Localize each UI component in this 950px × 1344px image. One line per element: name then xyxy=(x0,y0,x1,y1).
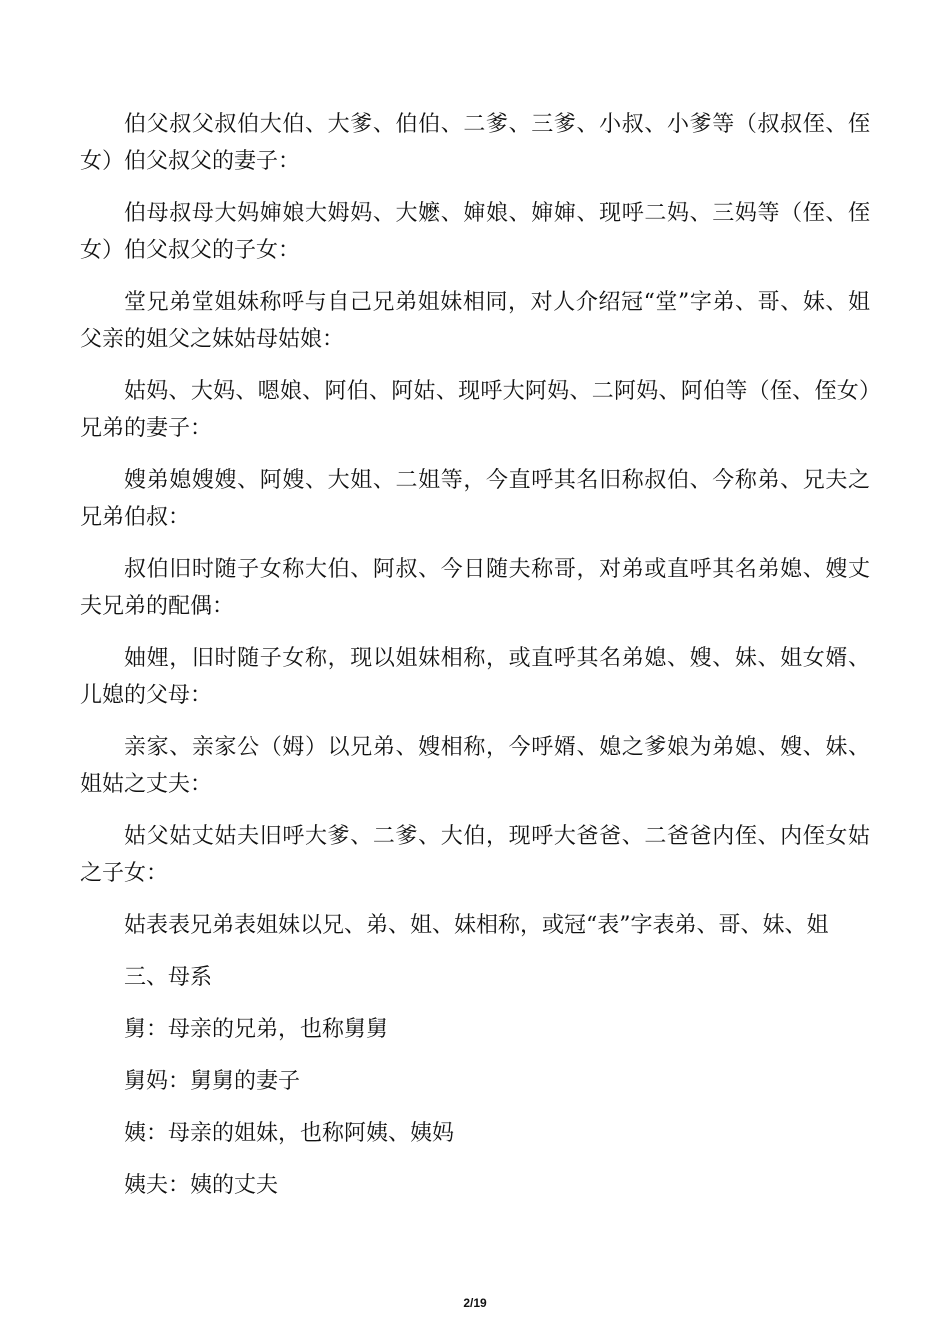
page-number: 2/19 xyxy=(463,1296,487,1310)
paragraph: 叔伯旧时随子女称大伯、阿叔、今日随夫称哥，对弟或直呼其名弟媳、嫂丈夫兄弟的配偶： xyxy=(80,557,870,619)
paragraph: 姑妈、大妈、嗯娘、阿伯、阿姑、现呼大阿妈、二阿妈、阿伯等（侄、侄女）兄弟的妻子： xyxy=(80,379,870,441)
definition-line: 姨：母亲的姐妹，也称阿姨、姨妈 xyxy=(124,1121,455,1146)
paragraph: 嫂弟媳嫂嫂、阿嫂、大姐、二姐等，今直呼其名旧称叔伯、今称弟、兄夫之兄弟伯叔： xyxy=(80,468,870,530)
paragraph: 亲家、亲家公（姆）以兄弟、嫂相称，今呼婿、媳之爹娘为弟媳、嫂、妹、姐姑之丈夫： xyxy=(80,735,870,797)
definition-line: 舅妈：舅舅的妻子 xyxy=(124,1069,301,1094)
paragraph: 姑父姑丈姑夫旧呼大爹、二爹、大伯，现呼大爸爸、二爸爸内侄、内侄女姑之子女： xyxy=(80,824,870,886)
definition-line: 姨夫：姨的丈夫 xyxy=(124,1173,279,1198)
document-body xyxy=(80,106,870,1219)
section-heading: 三、母系 xyxy=(124,965,213,990)
paragraph: 妯娌，旧时随子女称，现以姐妹相称，或直呼其名弟媳、嫂、妹、姐女婿、儿媳的父母： xyxy=(80,646,870,708)
paragraph: 伯父叔父叔伯大伯、大爹、伯伯、二爹、三爹、小叔、小爹等（叔叔侄、侄女）伯父叔父的妻子： xyxy=(80,112,870,174)
paragraph: 堂兄弟堂姐妹称呼与自己兄弟姐妹相同，对人介绍冠“堂”字弟、哥、妹、姐父亲的姐父之妹姑母姑娘： xyxy=(80,290,870,352)
definition-line: 舅：母亲的兄弟，也称舅舅 xyxy=(124,1017,389,1042)
paragraph: 姑表表兄弟表姐妹以兄、弟、姐、妹相称，或冠“表”字表弟、哥、妹、姐 xyxy=(124,913,829,938)
paragraph: 伯母叔母大妈婶娘大姆妈、大嬷、婶娘、婶婶、现呼二妈、三妈等（侄、侄女）伯父叔父的子女： xyxy=(80,201,870,263)
